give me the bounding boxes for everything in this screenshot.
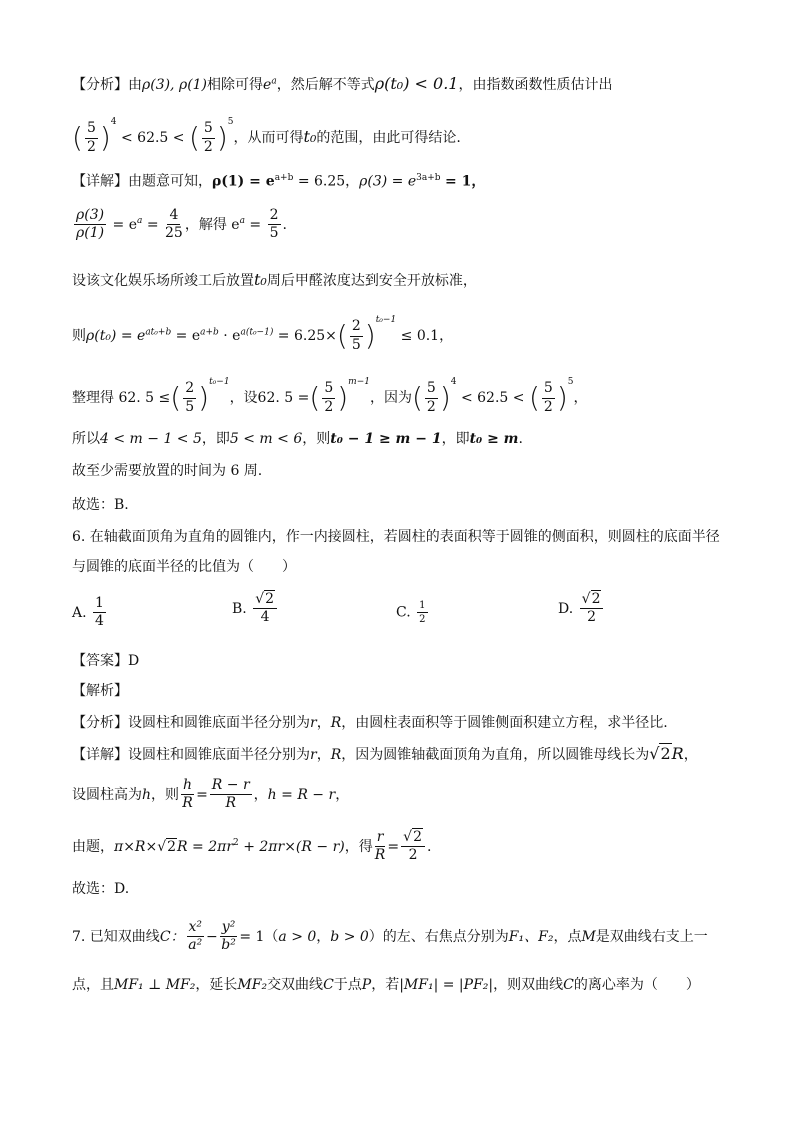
option-d[interactable]: D. $\frac{√2}{2}$ [558, 592, 605, 626]
detail-line-1: 【详解】由题意可知，$\rho(1) = e^{a+b} = 6.25$，$\rho(3) = e^{3a+b} = 1$， [72, 173, 486, 190]
detail-line-3: 设该文化娱乐场所竣工后放置t₀周后甲醛浓度达到安全开放标准， [72, 270, 477, 289]
answer-line: 【答案】D [72, 653, 140, 669]
detail-q6-line-1: 【详解】设圆柱和圆锥底面半径分别为r，R，因为圆锥轴截面顶角为直角，所以圆锥母线长为√2R， [72, 744, 698, 763]
fraction: $\frac{5}{2}$ [86, 120, 96, 155]
fraction: $\frac{2}{5}$ [351, 318, 361, 353]
detail-line-5: 整理得 62. 5 ≤( $\frac{2}{5}$ )$^{t_0-1}$，设62. 5 =( $\frac{5}{2}$ )$^{m-1}$，因为( $\frac{5}{2}$ )$^4$ < 62.5 < ( $\frac{5}{2}$ )$^5$， [72, 377, 588, 415]
fraction: $\frac{2}{5}$ [269, 207, 279, 242]
question-6-line-1: 6. 在轴截面顶角为直角的圆锥内，作一内接圆柱，若圆柱的表面积等于圆锥的侧面积，则圆柱的底面半径 [72, 529, 720, 545]
conclusion-line: 故选：B. [72, 497, 129, 513]
conclusion-q6-line: 故选：D. [72, 881, 130, 897]
analysis-line-1: 【分析】由ρ(3), ρ(1)相除可得$e^a$，然后解不等式ρ(t₀) < 0.1，由指数函数性质估计出 [72, 74, 613, 93]
detail-q6-line-3: 由题，$\pi\times R\times√2R = 2\pi r^2 + 2\pi r\times(R - r)$，得 $\frac{r}{R}$ = $\frac{√2}{2}$ . [72, 829, 432, 864]
fraction: $\frac{\rho(3)}{\rho(1)}$ [76, 207, 105, 242]
option-a[interactable]: A. $\frac{1}{4}$ [72, 595, 104, 630]
analysis-line-2: ( $\frac{5}{2}$ )$^4$ < 62.5 < ( $\frac{5}{2}$ )$^5$，从而可得t₀的范围，由此可得结论. [72, 117, 461, 155]
detail-q6-line-2: 设圆柱高为h，则 $\frac{h}{R}$ = $\frac{R - r}{R}$ ，h = R − r， [72, 777, 350, 812]
detail-line-6: 所以4 < m − 1 < 5，即5 < m < 6，则t₀ − 1 ≥ m − 1，即t₀ ≥ m. [72, 431, 523, 447]
fraction: $\frac{4}{25}$ [165, 207, 183, 242]
question-7-line-2: 点，且MF₁ ⊥ MF₂，延长MF₂交双曲线C于点P，若|MF₁| = |PF₂|，则双曲线C的离心率为（ ） [72, 977, 700, 993]
detail-line-4: 则$\rho(t_0) = e^{at_0+b} = e^{a+b} \cdot e^{a(t_0-1)} = 6.25\times$( $\frac{2}{5}$ )$^{t_0-1}$ ≤ 0.1， [72, 315, 454, 353]
fraction: $\frac{5}{2}$ [203, 120, 213, 155]
detail-line-7: 故至少需要放置的时间为 6 周. [72, 463, 263, 479]
question-6-line-2: 与圆锥的底面半径的比值为（ ） [72, 559, 296, 575]
question-7-line-1: 7. 已知双曲线C： $\frac{\text{x²}}{\text{a²}}$ − $\frac{\text{y²}}{\text{b²}}$ = 1（a > 0，b > 0）的左、右焦点分别为F₁、F₂，点M是双曲线右支上一 [72, 919, 708, 954]
option-b[interactable]: B. $\frac{√2}{4}$ [232, 592, 279, 626]
option-c[interactable]: C. $\frac{1}{2}$ [396, 600, 426, 625]
detail-line-2: $\frac{\rho(3)}{\rho(1)}$ = $e^a$ = $\frac{4}{25}$ ，解得 $e^a$ = $\frac{2}{5}$ . [76, 207, 287, 242]
analysis-q6-line: 【分析】设圆柱和圆锥底面半径分别为r，R，由圆柱表面积等于圆锥侧面积建立方程，求半径比. [72, 715, 668, 731]
explanation-heading: 【解析】 [72, 683, 128, 699]
